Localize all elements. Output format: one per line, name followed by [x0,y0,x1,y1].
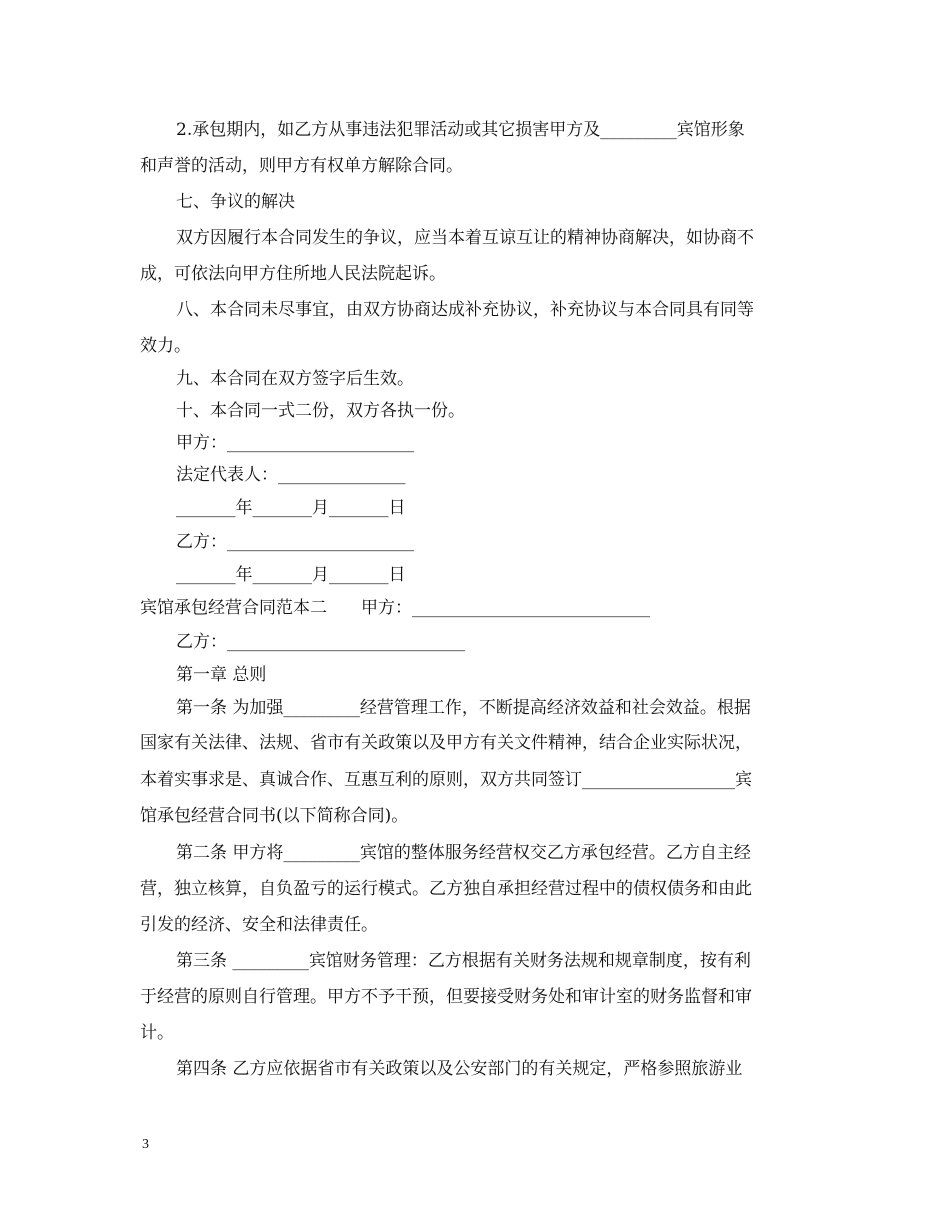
paragraph-line: 引发的经济、安全和法律责任。 [140,915,378,935]
paragraph-line: 十、本合同一式二份，双方各执一份。 [176,401,465,421]
paragraph-line: 营，独立核算，自负盈亏的运行模式。乙方独自承担经营过程中的债权债务和由此 [140,879,752,899]
paragraph-line: 于经营的原则自行管理。甲方不予干预，但要接受财务处和审计室的财务监督和审 [140,987,752,1007]
paragraph-line: 第一条 为加强_________经营管理工作，不断提高经济效益和社会效益。根据 [176,698,751,718]
paragraph-line: 馆承包经营合同书(以下简称合同)。 [140,806,409,826]
paragraph-line: 成，可依法向甲方住所地人民法院起诉。 [140,264,446,284]
date-field: _______年_______月_______日 [176,498,406,518]
signature-field-legal-rep: 法定代表人：_______________ [176,465,406,485]
party-b-line: 乙方：____________________________ [176,632,465,652]
paragraph-line: 计。 [140,1023,174,1043]
paragraph-line: 国家有关法律、法规、省市有关政策以及甲方有关文件精神，结合企业实际状况， [140,733,752,753]
section-heading: 七、争议的解决 [176,192,295,212]
chapter-heading: 第一章 总则 [176,665,267,685]
date-field: _______年_______月_______日 [176,565,406,585]
paragraph-line: 第四条 乙方应依据省市有关政策以及公安部门的有关规定，严格参照旅游业 [176,1059,743,1079]
paragraph-line: 第三条 _________宾馆财务管理：乙方根据有关财务法规和规章制度，按有利 [176,951,751,971]
signature-field-party-b: 乙方：______________________ [176,532,414,552]
paragraph-line: 本着实事求是、真诚合作、互惠互利的原则，双方共同签订__________________宾 [140,770,752,790]
paragraph-line: 双方因履行本合同发生的争议，应当本着互谅互让的精神协商解决，如协商不 [176,228,754,248]
signature-field-party-a: 甲方：______________________ [176,433,414,453]
paragraph-line: 九、本合同在双方签字后生效。 [176,369,414,389]
paragraph-line: 2.承包期内，如乙方从事违法犯罪活动或其它损害甲方及_________宾馆形象 [176,120,745,140]
paragraph-line: 第二条 甲方将_________宾馆的整体服务经营权交乙方承包经营。乙方自主经 [176,843,751,863]
page-number: 3 [142,1137,149,1152]
paragraph-line: 八、本合同未尽事宜，由双方协商达成补充协议，补充协议与本合同具有同等 [176,300,754,320]
paragraph-line: 效力。 [140,336,191,356]
document-title-line: 宾馆承包经营合同范本二 甲方：____________________________ [140,598,650,618]
paragraph-line: 和声誉的活动，则甲方有权单方解除合同。 [140,156,463,176]
